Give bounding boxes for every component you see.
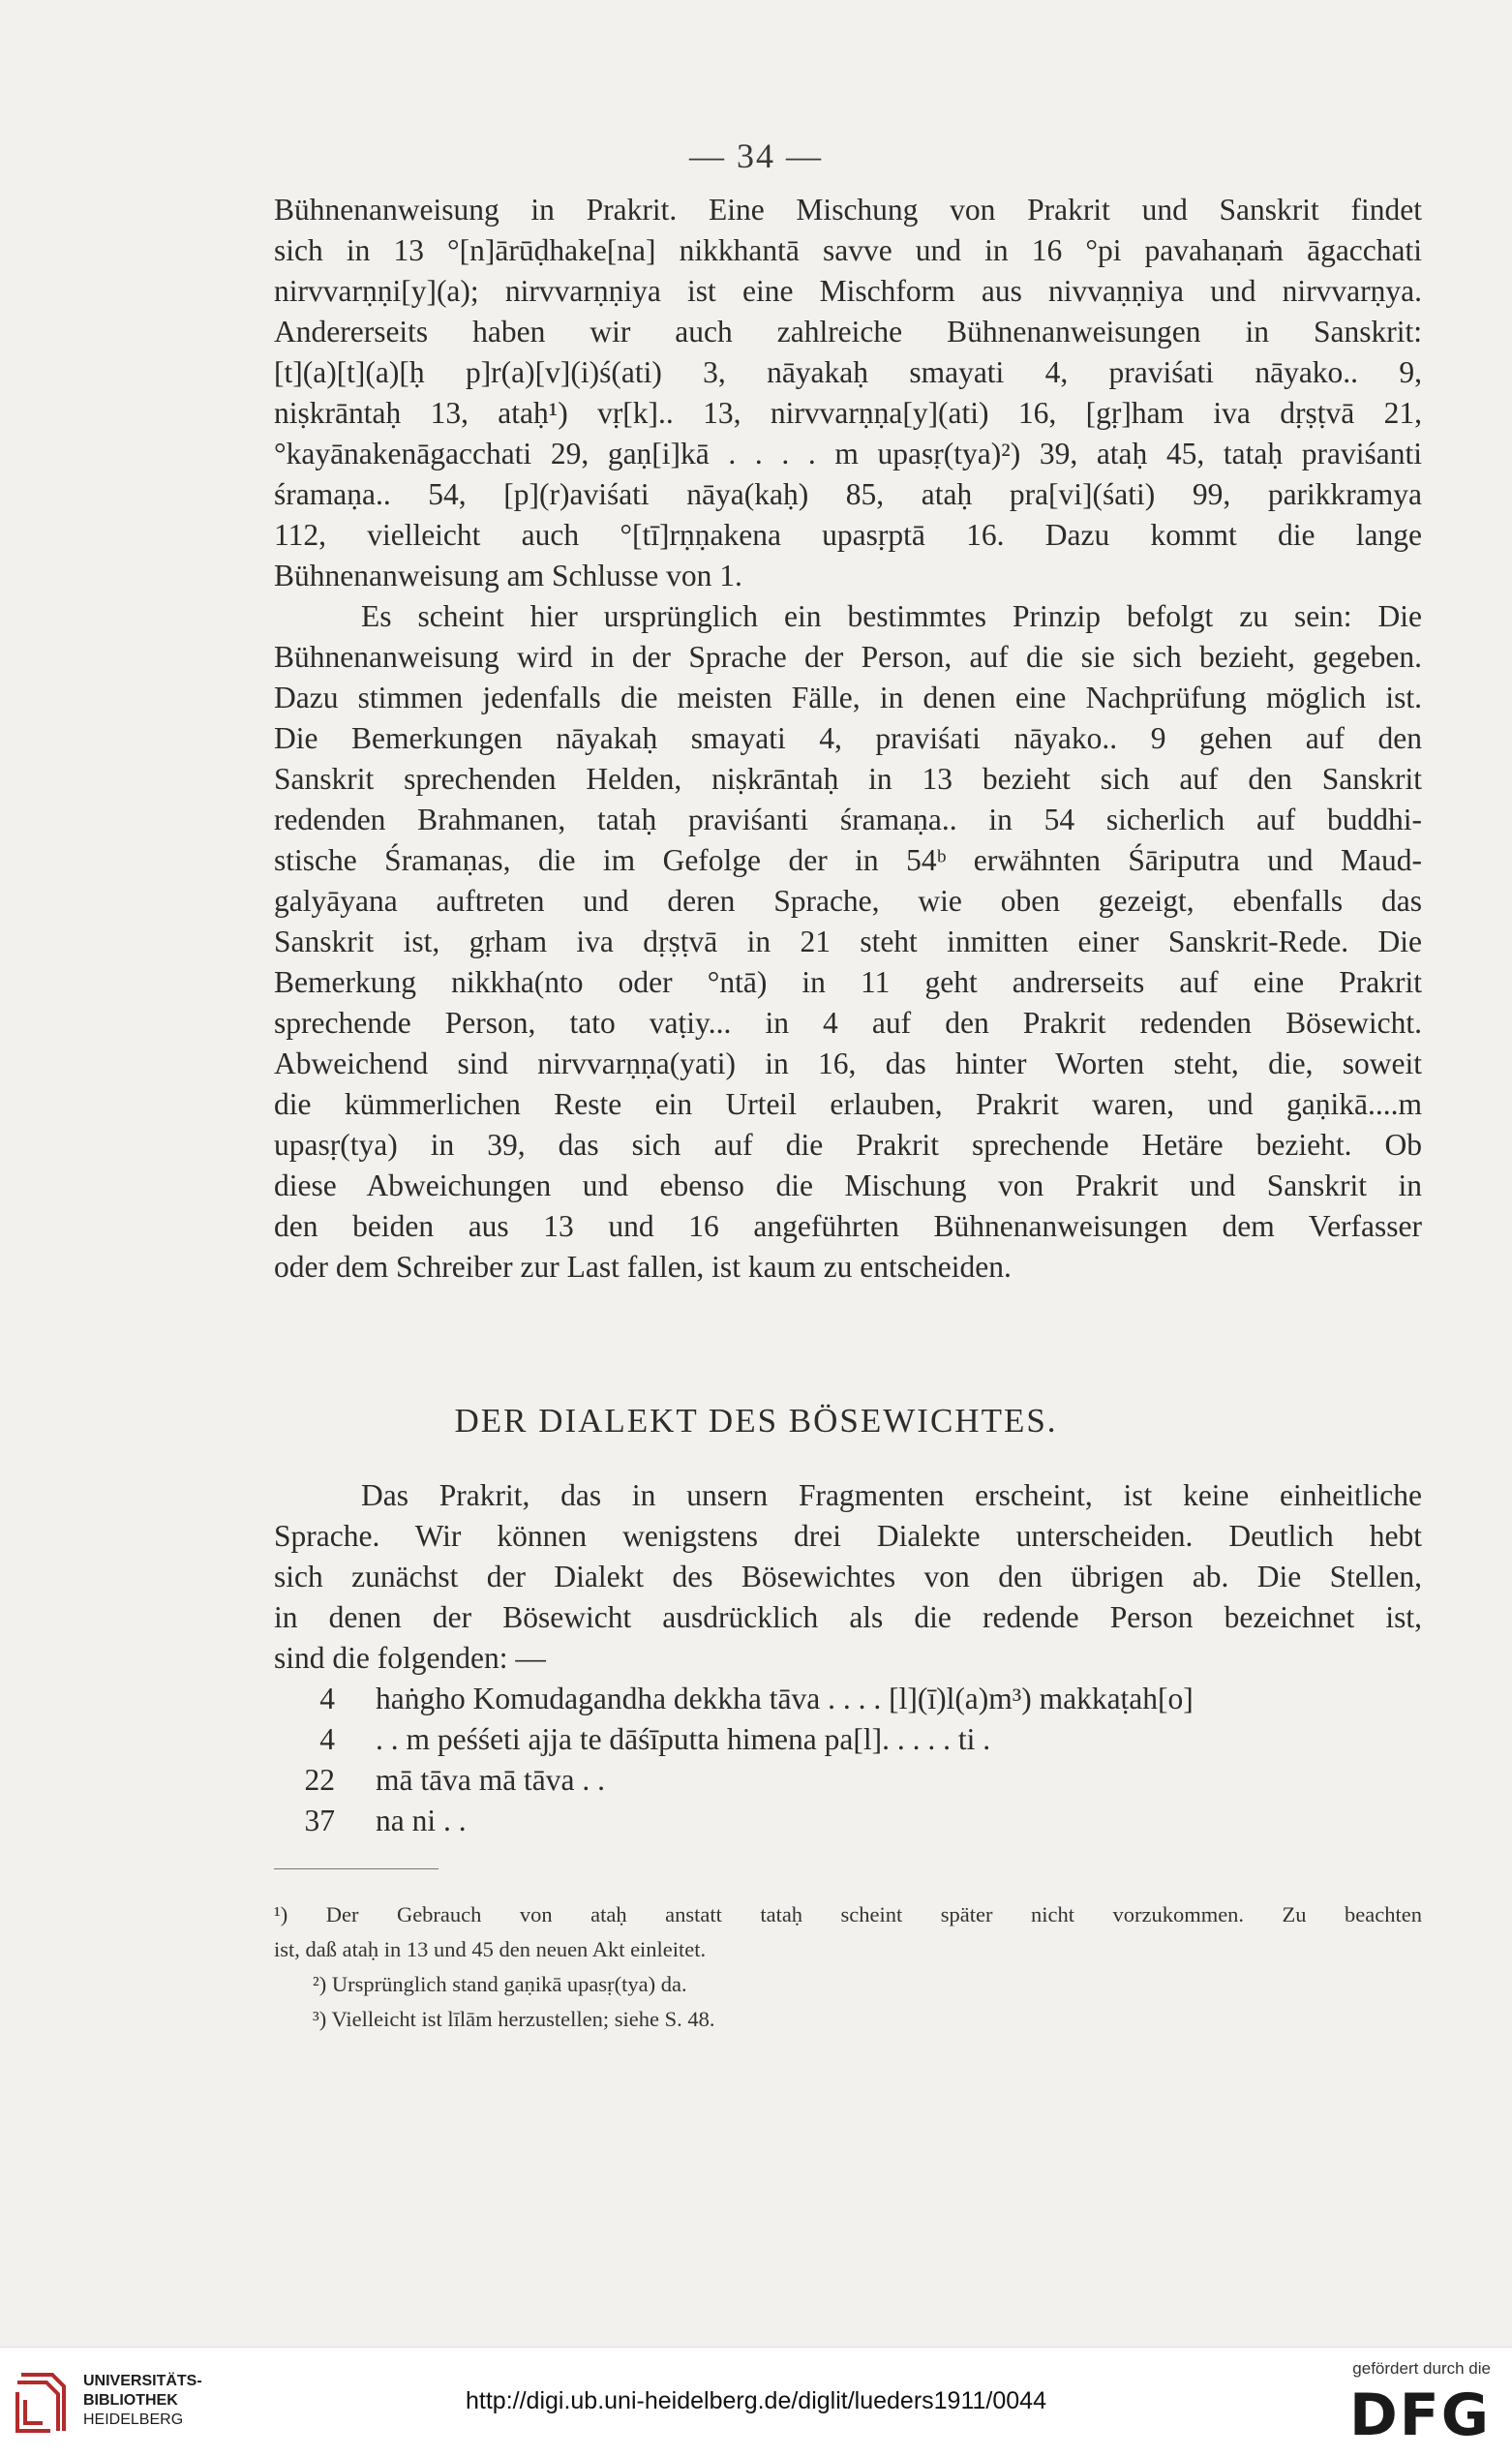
quote-list xyxy=(274,1679,1422,1841)
text-line: Bühnenanweisung wird in der Sprache der Person, auf die sie sich bezieht, gegeben. xyxy=(274,640,1422,674)
quote-number: 4 xyxy=(319,1722,335,1756)
institution-line: BIBLIOTHEK xyxy=(83,2392,178,2409)
text-line: upasṛ(tya) in 39, das sich auf die Prakrit sprechende Hetäre bezieht. Ob xyxy=(274,1128,1422,1162)
dfg-logo: DFG xyxy=(1348,2381,1491,2449)
paragraph-principle xyxy=(274,596,1422,1288)
text-line: [t](a)[t](a)[ḥ p]r(a)[v](i)ś(ati) 3, nāyakaḥ smayati 4, praviśati nāyako.. 9, xyxy=(274,355,1422,389)
text-line: Sanskrit sprechenden Helden, niṣkrāntaḥ in 13 bezieht sich auf den Sanskrit xyxy=(274,762,1422,796)
text-line: Dazu stimmen jedenfalls die meisten Fälle, in denen eine Nachprüfung möglich ist. xyxy=(274,681,1422,714)
text-line: 112, vielleicht auch °[tī]rṇṇakena upasṛptā 16. Dazu kommt die lange xyxy=(274,518,1422,552)
quote-row xyxy=(274,1801,1422,1841)
quote-number: 37 xyxy=(304,1804,335,1837)
text-line: redenden Brahmanen, tataḥ praviśanti śramaṇa.. in 54 sicherlich auf buddhi- xyxy=(274,803,1422,836)
text-line: Bemerkung nikkha(nto oder °ntā) in 11 geht andrerseits auf eine Prakrit xyxy=(274,965,1422,999)
text-line: oder dem Schreiber zur Last fallen, ist kaum zu entscheiden. xyxy=(274,1250,1012,1284)
paragraph-dialect xyxy=(274,1475,1422,1679)
text-line: Bühnenanweisung am Schlusse von 1. xyxy=(274,559,742,592)
text-line: sprechende Person, tato vaṭiy... in 4 auf den Prakrit redenden Bösewicht. xyxy=(274,1006,1422,1040)
footnote-line: ³) Vielleicht ist līlām herzustellen; siehe S. 48. xyxy=(313,2007,715,2031)
quote-number: 4 xyxy=(319,1682,335,1715)
quote-text: na ni . . xyxy=(376,1804,467,1837)
text-line: sich zunächst der Dialekt des Bösewichtes von den übrigen ab. Die Stellen, xyxy=(274,1560,1422,1593)
footnote-line: ¹) Der Gebrauch von ataḥ anstatt tataḥ scheint später nicht vorzukommen. Zu beachten xyxy=(274,1902,1422,1926)
quote-row xyxy=(274,1719,1422,1760)
digitization-footer xyxy=(0,2347,1512,2457)
text-line: die kümmerlichen Reste ein Urteil erlauben, Prakrit waren, und gaṇikā....m xyxy=(274,1087,1422,1121)
quote-row xyxy=(274,1760,1422,1801)
text-line: nirvvarṇṇi[y](a); nirvvarṇṇiya ist eine Mischform aus nivvaṇṇiya und nirvvarṇya. xyxy=(274,274,1422,308)
text-line: in denen der Bösewicht ausdrücklich als die redende Person bezeichnet ist, xyxy=(274,1600,1422,1634)
text-line: Sprache. Wir können wenigstens drei Dialekte unterscheiden. Deutlich hebt xyxy=(274,1519,1422,1553)
text-line: śramaṇa.. 54, [p](r)aviśati nāya(kaḥ) 85, ataḥ pra[vi](śati) 99, parikkramya xyxy=(274,477,1422,511)
quote-text: . . m peśśeti ajja te dāśīputta himena pa[l]. . . . . ti . xyxy=(376,1722,991,1756)
text-line: den beiden aus 13 und 16 angeführten Bühnenanweisungen dem Verfasser xyxy=(274,1209,1422,1243)
quote-text: haṅgho Komudagandha dekkha tāva . . . . [l](ī)l(a)m³) makkaṭah[o] xyxy=(376,1682,1194,1715)
text-line: Das Prakrit, das in unsern Fragmenten erscheint, ist keine einheitliche xyxy=(361,1478,1422,1512)
text-line: sich in 13 °[n]ārūḍhake[na] nikkhantā savve und in 16 °pi pavahaṇaṁ āgacchati xyxy=(274,233,1422,267)
footnote-line: ²) Ursprünglich stand gaṇikā upasṛ(tya) da. xyxy=(313,1972,687,1996)
section-heading: DER DIALEKT DES BÖSEWICHTES. xyxy=(454,1402,1058,1440)
text-line: galyāyana auftreten und deren Sprache, wie oben gezeigt, ebenfalls das xyxy=(274,884,1422,918)
text-line: °kayānakenāgacchati 29, gaṇ[i]kā . . . . m upasṛ(tya)²) 39, ataḥ 45, tataḥ praviśanti xyxy=(274,437,1422,470)
text-line: Abweichend sind nirvvarṇṇa(yati) in 16, das hinter Worten steht, die, soweit xyxy=(274,1046,1422,1080)
quote-text: mā tāva mā tāva . . xyxy=(376,1763,606,1797)
page-number: — 34 — xyxy=(689,136,823,175)
text-line: Es scheint hier ursprünglich ein bestimmtes Prinzip befolgt zu sein: Die xyxy=(361,599,1422,633)
institution-line: HEIDELBERG xyxy=(83,2412,184,2428)
quote-number: 22 xyxy=(304,1763,335,1797)
permalink[interactable]: http://digi.ub.uni-heidelberg.de/diglit/lueders1911/0044 xyxy=(466,2387,1046,2414)
text-line: diese Abweichungen und ebenso die Mischung von Prakrit und Sanskrit in xyxy=(274,1168,1422,1202)
text-line: stische Śramaṇas, die im Gefolge der in 54ᵇ erwähnten Śāriputra und Maud- xyxy=(274,843,1422,877)
footnote-divider xyxy=(274,1868,438,1869)
quote-row xyxy=(274,1679,1422,1719)
text-line: Bühnenanweisung in Prakrit. Eine Mischung von Prakrit und Sanskrit findet xyxy=(274,193,1422,227)
footnotes xyxy=(274,1897,1422,2037)
funder-label: gefördert durch die xyxy=(1352,2359,1491,2378)
institution-line: UNIVERSITÄTS- xyxy=(83,2373,202,2389)
text-line: niṣkrāntaḥ 13, ataḥ¹) vṛ[k].. 13, nirvvarṇṇa[y](ati) 16, [gṛ]ham iva dṛṣṭvā 21, xyxy=(274,396,1422,430)
footnote-line: ist, daß ataḥ in 13 und 45 den neuen Akt einleitet. xyxy=(274,1937,707,1961)
text-line: sind die folgenden: — xyxy=(274,1641,546,1675)
text-line: Die Bemerkungen nāyakaḥ smayati 4, praviśati nāyako.. 9 gehen auf den xyxy=(274,721,1422,755)
text-line: Andererseits haben wir auch zahlreiche Bühnenanweisungen in Sanskrit: xyxy=(274,315,1422,349)
text-line: Sanskrit ist, gṛham iva dṛṣṭvā in 21 steht inmitten einer Sanskrit-Rede. Die xyxy=(274,925,1422,958)
paragraph-stage-directions xyxy=(274,190,1422,596)
